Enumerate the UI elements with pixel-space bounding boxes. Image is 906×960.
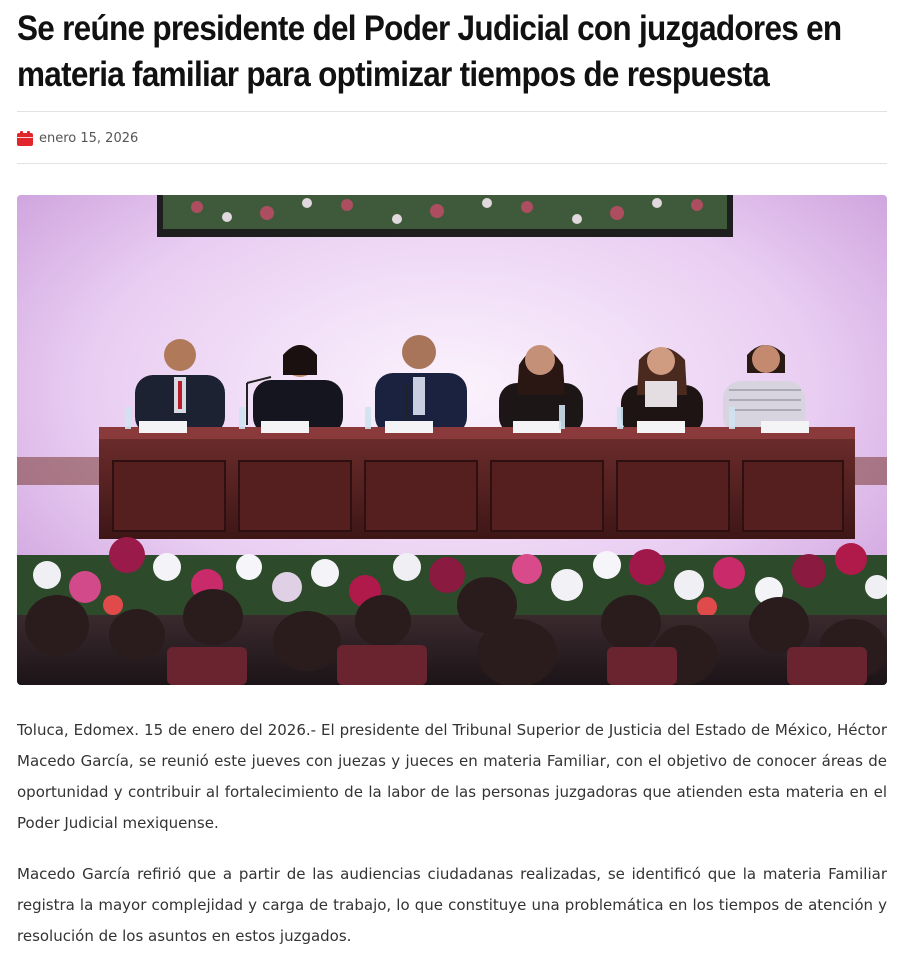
calendar-icon xyxy=(17,131,33,146)
divider-top xyxy=(17,111,887,112)
article-meta xyxy=(17,129,138,147)
article-paragraph: Macedo García refirió que a partir de las audiencias ciudadanas realizadas, se identificó que la materia Familiar registra la mayor complejidad y carga de trabajo, lo que constituye una problemática en los tiempos de atención y resolución de los asuntos en estos juzgados. xyxy=(17,865,887,945)
article-paragraph: Toluca, Edomex. 15 de enero del 2026.- El presidente del Tribunal Superior de Justicia del Estado de México, Héctor Macedo García, se reunió este jueves con juezas y jueces en materia Familiar, con el objetivo de conocer áreas de oportunidad y contribuir al fortalecimiento de la labor de las personas juzgadoras que atienden esta materia en el Poder Judicial mexiquense. xyxy=(17,721,887,832)
publish-date[interactable]: enero 15, 2026 xyxy=(39,130,139,146)
divider-bottom xyxy=(17,163,887,164)
article-title: Se reúne presidente del Poder Judicial con juzgadores en materia familiar para optimizar tiempos de respuesta xyxy=(17,9,842,94)
article-photo[interactable] xyxy=(17,195,887,685)
